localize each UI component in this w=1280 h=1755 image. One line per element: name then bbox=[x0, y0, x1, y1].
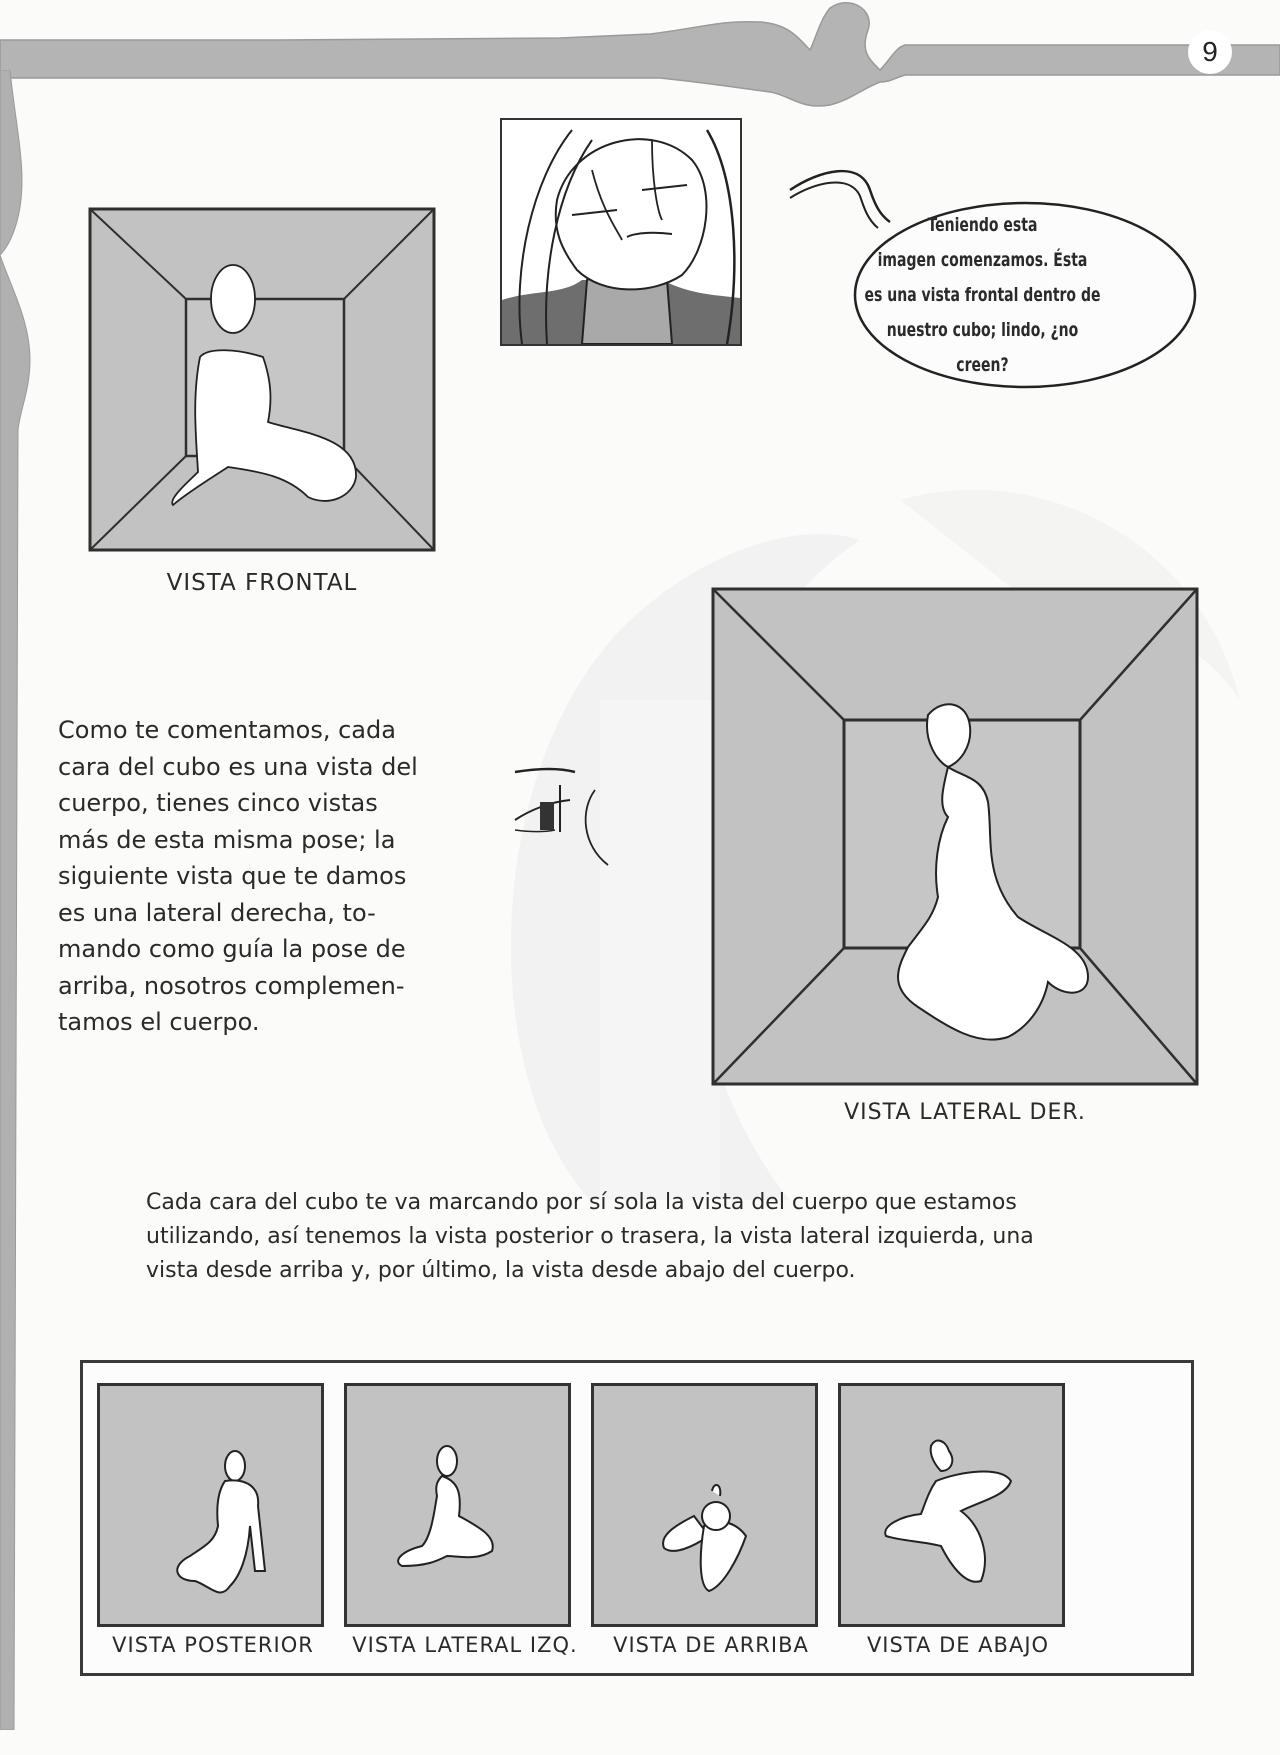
paragraph-line: utilizando, así tenemos la vista posterior o trasera, la vista lateral izquierda, una bbox=[146, 1224, 1034, 1249]
lateral-left-view-caption: VISTA LATERAL IZQ. bbox=[352, 1633, 578, 1657]
lateral-right-view-caption: VISTA LATERAL DER. bbox=[844, 1100, 1086, 1125]
header-decorative-band bbox=[0, 0, 1280, 110]
speech-bubble-text bbox=[849, 208, 1116, 383]
speech-line: creen? bbox=[956, 354, 1009, 376]
top-view-caption: VISTA DE ARRIBA bbox=[613, 1633, 809, 1657]
paragraph-line: Como te comentamos, cada bbox=[58, 716, 396, 744]
frontal-view-cube-figure bbox=[88, 207, 436, 552]
paragraph-line: tamos el cuerpo. bbox=[58, 1008, 260, 1036]
side-decorative-band bbox=[0, 70, 40, 1730]
lateral-left-view-thumbnail bbox=[344, 1383, 571, 1627]
remaining-views-strip bbox=[80, 1360, 1194, 1676]
speech-line: imagen comenzamos. Ésta bbox=[877, 249, 1088, 271]
paragraph-line: cara del cubo es una vista del bbox=[58, 752, 418, 781]
bottom-view-caption: VISTA DE ABAJO bbox=[866, 1633, 1050, 1657]
top-view-thumbnail bbox=[591, 1383, 818, 1627]
smiling-character-illustration bbox=[502, 120, 740, 344]
speech-line: Teniendo esta bbox=[927, 214, 1038, 236]
frontal-view-caption: VISTA FRONTAL bbox=[166, 570, 358, 596]
paragraph-line: Cada cara del cubo te va marcando por sí sola la vista del cuerpo que estamos bbox=[146, 1190, 1017, 1215]
seated-figure-back-view bbox=[100, 1386, 321, 1624]
speech-line: es una vista frontal dentro de bbox=[864, 284, 1101, 306]
page-number: 9 bbox=[1188, 30, 1232, 74]
paragraph-line: arriba, nosotros complemen- bbox=[58, 971, 405, 1000]
seated-figure-bottom-view bbox=[841, 1386, 1062, 1624]
paragraph-line: es una lateral derecha, to- bbox=[58, 898, 376, 927]
paragraph-line: cuerpo, tienes cinco vistas bbox=[58, 789, 378, 817]
lateral-right-view-cube-figure bbox=[648, 587, 1200, 1087]
summary-paragraph bbox=[146, 1186, 1126, 1288]
manga-character-panel bbox=[500, 118, 742, 346]
bottom-view-thumbnail bbox=[838, 1383, 1065, 1627]
paragraph-line: mando como guía la pose de bbox=[58, 935, 406, 963]
seated-figure-left-side-view bbox=[347, 1386, 568, 1624]
paragraph-line: más de esta misma pose; la bbox=[58, 825, 396, 854]
paragraph-line: vista desde arriba y, por último, la vista desde abajo del cuerpo. bbox=[146, 1258, 856, 1283]
paragraph-line: siguiente vista que te damos bbox=[58, 862, 407, 890]
posterior-view-thumbnail bbox=[97, 1383, 324, 1627]
seated-figure-top-view bbox=[594, 1386, 815, 1624]
eye-sketch-icon bbox=[510, 760, 630, 880]
posterior-view-caption: VISTA POSTERIOR bbox=[112, 1633, 314, 1657]
intro-paragraph bbox=[58, 712, 438, 1041]
speech-line: nuestro cubo; lindo, ¿no bbox=[886, 319, 1079, 341]
